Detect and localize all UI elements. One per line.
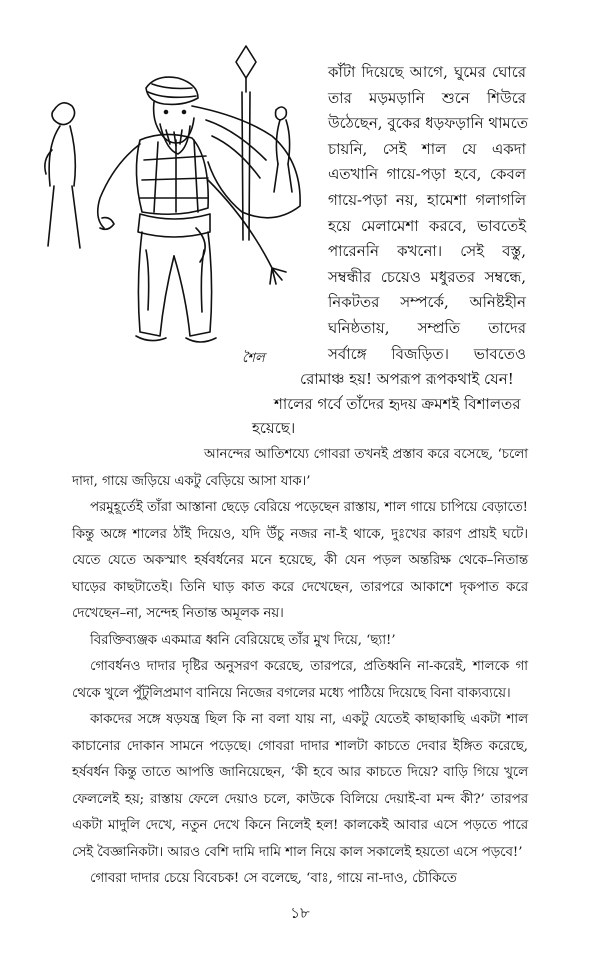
- paragraph: গোবর্ধনও দাদার দৃষ্টির অনুসরণ করেছে, তারপরে, প্রতিধ্বনি না-করেই, শালকে গা থেকে খুলে পুঁটুলিপ্রমাণ বানিয়ে নিজের বগলের মধ্যে পাঠিয়ে দিয়েছে বিনা বাক্যব্যয়ে।: [72, 659, 528, 701]
- text-line: হয়ে মেলামেশা করবে, ভাবতেই: [328, 216, 526, 235]
- text-line: নিকটতর সম্পর্কে, অনিষ্টহীন: [328, 293, 526, 312]
- text-line: সম্বন্ধীর চেয়েও মধুরতর সম্বন্ধে,: [328, 267, 526, 286]
- text-line: সর্বাঙ্গে বিজড়িত। ভাবতেও: [328, 344, 526, 363]
- paragraph: পরমুহূর্তেই তাঁরা আস্তানা ছেড়ে বেরিয়ে পড়েছেন রাস্তায়, শাল গায়ে চাপিয়ে বেড়াতে! কিন্তু অঙ্গে শালের ঠাঁই দিয়েও, যদি উঁচু নজর না-ই থাকে, দুঃখের কারণ প্রায়ই ঘটে। যেতে যেতে অকস্মাৎ হর্ষবর্ধনের মনে হয়েছে, কী যেন পড়ল অন্তরিক্ষ থেকে–নিতান্ত ঘাড়ের কাছটাতেই। তিনি ঘাড় কাত করে দেখেছেন, তারপরে আকাশে দৃকপাত করে দেখেছেন–না, সন্দেহ নিতান্ত অমূলক নয়।: [72, 500, 528, 621]
- body-text: [72, 442, 528, 893]
- text-line: তার মড়মড়ানি শুনে শিউরে: [328, 88, 526, 107]
- text-line: কাঁটা দিয়েছে আগে, ঘুমের ঘোরে: [328, 63, 526, 81]
- text-line: ঘনিষ্ঠতায়, সম্প্রতি তাদের: [328, 318, 526, 337]
- text-line: গায়ে-পড়া নয়, হামেশা গলাগলি: [328, 190, 526, 209]
- illustration-man-with-shawl: [36, 40, 336, 370]
- text-line: এতখানি গায়ে-পড়া হবে, কেবল: [328, 165, 526, 184]
- main-figure-drawing: [98, 77, 300, 342]
- bridge-line: হয়েছে।: [252, 419, 296, 437]
- bridge-line: রোমাঞ্চ হয়! অপরূপ রূপকথাই যেন!: [300, 370, 514, 388]
- paragraph: বিরক্তিব্যঞ্জক একমাত্র ধ্বনি বেরিয়েছে তাঁর মুখ দিয়ে, ‘ছ্যা!’: [90, 632, 396, 648]
- paragraph: কাকদের সঙ্গে ষড়যন্ত্র ছিল কি না বলা যায় না, একটু যেতেই কাছাকাছি একটা শাল কাচানোর দোকান সামনে পড়েছে। গোবরা দাদার শালটা কাচতে দেবার ইঙ্গিত করেছে, হর্ষবর্ধন কিন্তু তাতে আপত্তি জানিয়েছেন, ‘কী হবে আর কাচতে দিয়ে? বাড়ি গিয়ে খুলে ফেললেই হয়; রাস্তায় ফেলে দেয়াও চলে, কাউকে বিলিয়ে দেয়াই-বা মন্দ কী?’ তারপর একটা মাদুলি দেখে, নতুন দেখে কিনে নিলেই হল! কালকেই আবার এসে পড়তে পারে সেই বৈজ্ঞানিকটা। আরও বেশি দামি দামি শাল নিয়ে কাল সকালেই হয়তো এসে পড়বে!’: [72, 712, 528, 860]
- background-figure-right: [274, 107, 292, 192]
- bridge-line: শালের গর্বে তাঁদের হৃদয় ক্রমশই বিশালতর: [274, 395, 521, 413]
- text-line: চায়নি, সেই শাল যে একদা: [328, 139, 526, 158]
- paragraph: আনন্দের আতিশয্যে গোবরা তখনই প্রস্তাব করে বসেছে, ‘চলো দাদা, গায়ে জড়িয়ে একটু বেড়িয়ে আসা যাক।’: [72, 447, 528, 489]
- text-line: পারেননি কখনো। সেই বস্তু,: [328, 242, 526, 261]
- text-line: উঠেছেন, বুকের ধড়ফড়ানি থামতে: [328, 114, 529, 133]
- wrapped-text-column: [328, 60, 529, 367]
- background-figure-left: [45, 103, 80, 248]
- artist-signature: শৈল: [242, 351, 265, 366]
- page-number: ১৮: [290, 904, 310, 922]
- paragraph: গোবরা দাদার চেয়ে বিবেচক! সে বলেছে, ‘বাঃ, গায়ে না-দাও, চৌকিতে: [90, 871, 457, 886]
